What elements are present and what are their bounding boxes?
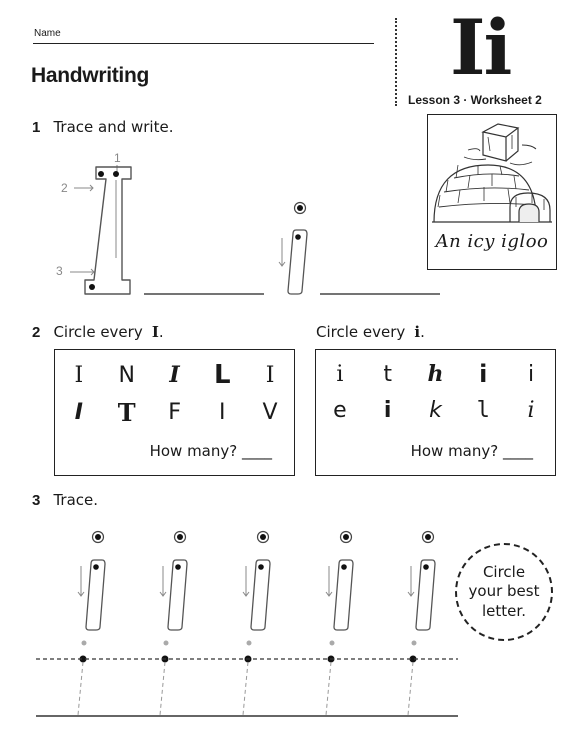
letter-item[interactable]: e (333, 398, 347, 423)
start-dot (113, 171, 119, 177)
letter-item[interactable]: N (118, 362, 135, 388)
letter-item[interactable]: V (262, 400, 278, 425)
section2-heading-left (32, 322, 164, 341)
dotted-divider (395, 18, 397, 106)
badge-line: your best (468, 582, 540, 601)
section2-heading-right (316, 322, 425, 341)
section3-instruction: Trace. (53, 491, 98, 509)
letter-item[interactable]: I (74, 362, 84, 388)
stroke-number-1: 1 (114, 151, 121, 165)
letter-item[interactable]: T (117, 398, 136, 427)
start-dot (295, 234, 301, 240)
letter-item[interactable]: I (169, 362, 180, 388)
letter-item[interactable]: t (383, 361, 392, 387)
capital-i-outline[interactable] (85, 167, 131, 294)
letter-row-1 (316, 360, 555, 388)
letter-item[interactable]: i (527, 398, 535, 423)
letter-item[interactable]: i (528, 361, 535, 387)
letter-item[interactable]: i (479, 360, 488, 388)
letter-row-2 (316, 398, 555, 423)
igloo-icon (428, 115, 555, 227)
lesson-label: Lesson 3 · Worksheet 2 (408, 93, 542, 107)
section1-instruction: Trace and write. (53, 118, 174, 136)
trace-letter-i[interactable] (408, 532, 435, 716)
letter-item[interactable]: i (336, 361, 344, 387)
big-letters: Ii (450, 3, 511, 92)
badge-line: letter. (482, 601, 526, 620)
picture-box (427, 114, 557, 270)
circle-best-letter-badge (455, 543, 553, 641)
how-many-prompt[interactable]: How many? ____ (149, 442, 272, 460)
section1-heading (32, 117, 173, 136)
stroke-arrows (70, 165, 117, 275)
letter-item[interactable]: h (427, 361, 444, 387)
letter-item[interactable]: i (383, 398, 392, 423)
circle-capital-i-box (54, 349, 295, 476)
section2-number: 2 (32, 324, 41, 341)
start-dot (98, 171, 104, 177)
start-dot (297, 205, 303, 211)
section1-trace-area (50, 148, 450, 303)
circle-lowercase-i-box (315, 349, 556, 476)
letter-item[interactable]: k (429, 398, 442, 423)
section3-heading (32, 490, 98, 509)
section3-number: 3 (32, 492, 41, 509)
stroke-number-2: 2 (61, 181, 68, 195)
section1-number: 1 (32, 119, 41, 136)
letter-row-2 (55, 398, 294, 427)
badge-line: Circle (482, 562, 526, 581)
section2-left-target: I (151, 323, 159, 341)
name-label: Name (34, 28, 61, 39)
trace-letter-i[interactable] (326, 532, 353, 716)
picture-caption: An icy igloo (435, 231, 549, 252)
letter-item[interactable]: I (265, 362, 275, 388)
letter-row-1 (55, 360, 294, 390)
how-many-prompt[interactable]: How many? ____ (410, 442, 533, 460)
stroke-number-3: 3 (56, 264, 63, 278)
down-arrow-icon (279, 238, 285, 266)
trace-letter-i[interactable] (243, 532, 270, 716)
page-title: Handwriting (31, 64, 150, 87)
start-dot (89, 284, 95, 290)
section2-left-instruction: Circle every (53, 323, 143, 341)
letter-item[interactable]: F (167, 400, 182, 425)
period: . (420, 323, 425, 341)
letter-item[interactable]: l (476, 398, 490, 423)
trace-letter-i[interactable] (78, 532, 105, 716)
trace-letter-i[interactable] (160, 532, 187, 716)
period: . (158, 323, 164, 341)
section2-right-instruction: Circle every (316, 323, 406, 341)
name-line[interactable] (33, 43, 374, 44)
section2-right-target: i (414, 323, 421, 341)
letter-item[interactable]: I (219, 400, 226, 425)
letter-item[interactable]: I (74, 400, 83, 425)
letter-item[interactable]: L (213, 360, 231, 390)
